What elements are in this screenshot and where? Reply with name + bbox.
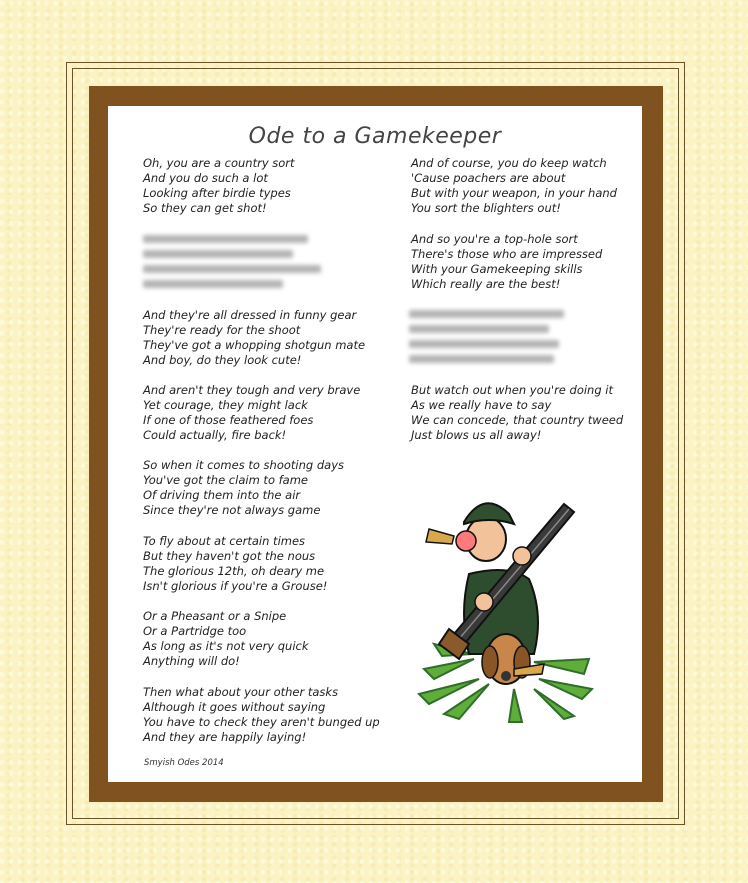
gamekeeper-illustration <box>414 484 594 724</box>
poem-line: With your Gamekeeping skills <box>411 262 583 276</box>
poem-line: And you do such a lot <box>143 171 268 185</box>
blurred-stanza-right <box>409 310 569 370</box>
poem-line: We can concede, that country tweed <box>411 413 624 427</box>
left-stanza-6 <box>143 609 309 669</box>
poem-line: And they're all dressed in funny gear <box>143 308 357 322</box>
poem-line: Then what about your other tasks <box>143 685 339 699</box>
poem-line: 'Cause poachers are about <box>411 171 566 185</box>
poem-line: Isn't glorious if you're a Grouse! <box>143 579 328 593</box>
poem-line: And aren't they tough and very brave <box>143 383 361 397</box>
poem-line: Anything will do! <box>143 654 240 668</box>
poem-line: So they can get shot! <box>143 201 267 215</box>
poem-line: They've got a whopping shotgun mate <box>143 338 366 352</box>
poem-line: There's those who are impressed <box>411 247 603 261</box>
poem-page <box>108 106 642 782</box>
poem-line: Or a Partridge too <box>143 624 247 638</box>
poem-line: But watch out when you're doing it <box>411 383 614 397</box>
poem-line: Which really are the best! <box>411 277 561 291</box>
poem-line: Just blows us all away! <box>411 428 542 442</box>
poem-line: You have to check they aren't bunged up <box>143 715 380 729</box>
poem-line: But with your weapon, in your hand <box>411 186 617 200</box>
poem-line: And so you're a top-hole sort <box>411 232 578 246</box>
left-stanza-5 <box>143 534 327 594</box>
right-stanza-1 <box>411 156 617 216</box>
poem-line: And boy, do they look cute! <box>143 353 302 367</box>
poem-line: To fly about at certain times <box>143 534 306 548</box>
right-stanza-2 <box>411 232 602 292</box>
poem-line: Could actually, fire back! <box>143 428 287 442</box>
poem-line: Oh, you are a country sort <box>143 156 295 170</box>
left-stanza-4 <box>143 458 344 518</box>
left-stanza-1 <box>143 156 295 216</box>
left-stanza-7 <box>143 685 380 745</box>
poem-line: Since they're not always game <box>143 503 321 517</box>
poem-line: You sort the blighters out! <box>411 201 561 215</box>
blurred-stanza-left <box>143 235 323 295</box>
poem-line: Yet courage, they might lack <box>143 398 308 412</box>
poem-line: As long as it's not very quick <box>143 639 309 653</box>
right-stanza-3 <box>411 383 623 443</box>
poem-line: The glorious 12th, oh deary me <box>143 564 325 578</box>
poem-line: You've got the claim to fame <box>143 473 309 487</box>
left-stanza-3 <box>143 383 360 443</box>
poem-line: If one of those feathered foes <box>143 413 314 427</box>
poem-line: They're ready for the shoot <box>143 323 301 337</box>
poem-line: Of driving them into the air <box>143 488 301 502</box>
copyright-footer: Smyish Odes 2014 <box>144 758 224 768</box>
poem-line: Although it goes without saying <box>143 700 326 714</box>
left-stanza-2 <box>143 308 365 368</box>
poem-line: And of course, you do keep watch <box>411 156 607 170</box>
poem-line: So when it comes to shooting days <box>143 458 344 472</box>
poem-title: Ode to a Gamekeeper <box>248 124 502 149</box>
poem-line: As we really have to say <box>411 398 552 412</box>
poem-line: And they are happily laying! <box>143 730 307 744</box>
poem-line: Looking after birdie types <box>143 186 291 200</box>
poem-line: Or a Pheasant or a Snipe <box>143 609 287 623</box>
poem-line: But they haven't got the nous <box>143 549 316 563</box>
